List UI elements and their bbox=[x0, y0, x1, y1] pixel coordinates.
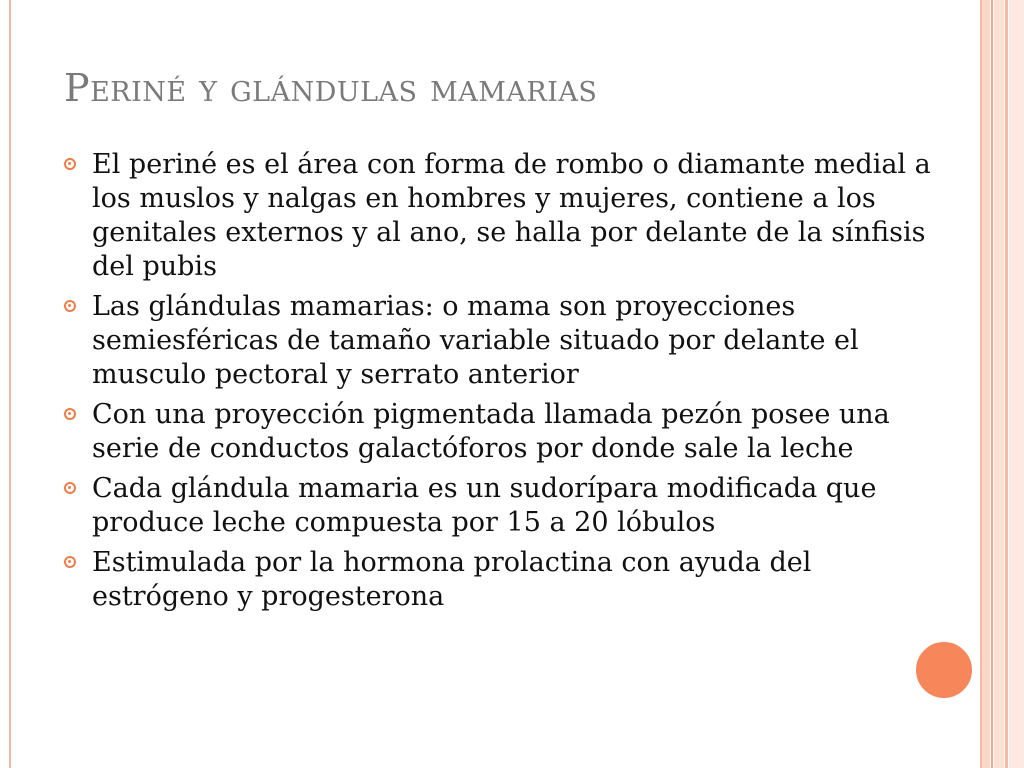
bullet-text: Las glándulas mamarias: o mama son proyecciones semiesféricas de tamaño variable situado por delante el musculo pectoral y serrato anterior bbox=[92, 291, 859, 390]
bullet-circle-icon bbox=[64, 158, 76, 170]
bullet-text: Estimulada por la hormona prolactina con ayuda del estrógeno y progesterona bbox=[92, 547, 812, 612]
decorative-stripe bbox=[1009, 0, 1024, 768]
decorative-stripe bbox=[994, 0, 1004, 768]
bullet-circle-icon bbox=[64, 408, 76, 420]
bullet-item bbox=[64, 290, 944, 392]
bullet-text: Cada glándula mamaria es un sudorípara modificada que produce leche compuesta por 15 a 20 lóbulos bbox=[92, 473, 877, 538]
bullet-text: El periné es el área con forma de rombo o diamante medial a los muslos y nalgas en hombres y mujeres, contiene a los genitales externos y al ano, se halla por delante de la sínfisis del pubis bbox=[92, 149, 931, 282]
bullet-item bbox=[64, 148, 944, 284]
bullet-circle-icon bbox=[64, 556, 76, 568]
decorative-stripe bbox=[991, 0, 993, 768]
slide-title: Periné y glándulas mamarias bbox=[64, 66, 598, 110]
bullet-item bbox=[64, 398, 944, 466]
bullet-item bbox=[64, 472, 944, 540]
bullet-text: Con una proyección pigmentada llamada pezón posee una serie de conductos galactóforos por donde sale la leche bbox=[92, 399, 890, 464]
bullet-list bbox=[64, 148, 944, 620]
bullet-circle-icon bbox=[64, 300, 76, 312]
bullet-item bbox=[64, 546, 944, 614]
decorative-stripe bbox=[982, 0, 990, 768]
bullet-circle-icon bbox=[64, 482, 76, 494]
decorative-circle bbox=[912, 638, 976, 702]
decorative-stripe bbox=[1005, 0, 1008, 768]
